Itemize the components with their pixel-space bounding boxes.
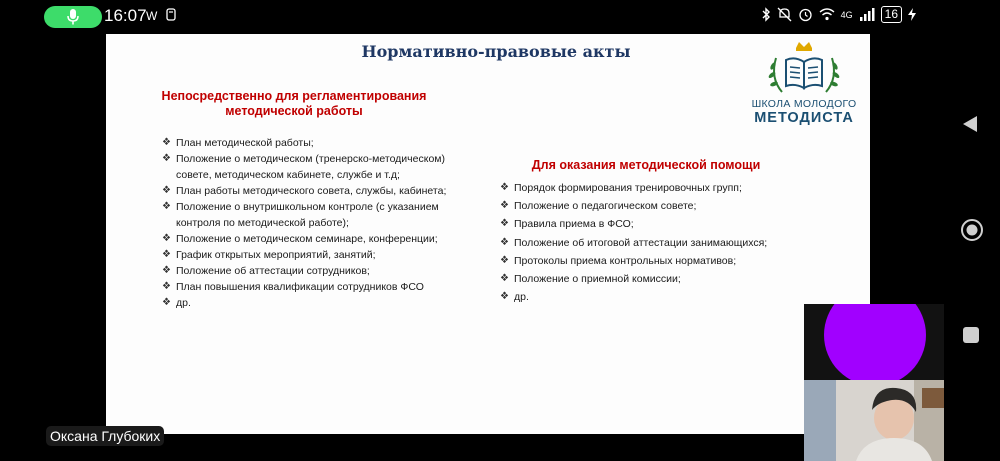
diamond-bullet-icon: ❖	[162, 153, 171, 164]
camera-feed-image	[804, 380, 944, 461]
diamond-bullet-icon: ❖	[162, 297, 171, 308]
diamond-bullet-icon: ❖	[500, 218, 509, 230]
list-item: ❖ План повышения квалификации сотрудников ФСО	[162, 281, 424, 293]
battery-level: 16	[881, 6, 902, 23]
microphone-icon	[67, 9, 79, 25]
list-item: ❖ др.	[500, 288, 830, 306]
charging-icon	[908, 8, 916, 21]
list-item: ❖ План методической работы;	[162, 137, 314, 149]
list-item: ❖ Положение о приемной комиссии;	[500, 270, 830, 288]
mic-active-indicator[interactable]	[44, 6, 102, 28]
diamond-bullet-icon: ❖	[500, 291, 509, 303]
back-nav-icon[interactable]	[962, 115, 978, 133]
diamond-bullet-icon: ❖	[162, 201, 171, 212]
left-column-heading	[144, 89, 444, 119]
list-item: ❖ Положение о методическом семинаре, конференции;	[162, 233, 438, 245]
diamond-bullet-icon: ❖	[162, 233, 171, 244]
home-nav-icon[interactable]	[960, 218, 984, 242]
list-item: ❖ Положение об итоговой аттестации занимающихся;	[500, 234, 830, 252]
right-bullet-list	[500, 179, 830, 306]
participant-camera-tile[interactable]	[804, 380, 944, 461]
list-item: ❖ Протоколы приема контрольных нормативов;	[500, 252, 830, 270]
participant-avatar-circle	[824, 304, 926, 380]
logo-text-line2: МЕТОДИСТА	[754, 110, 854, 126]
left-heading-line1: Непосредственно для регламентирования	[161, 89, 427, 103]
mute-icon	[777, 7, 792, 22]
list-item: ❖ График открытых мероприятий, занятий;	[162, 249, 376, 261]
diamond-bullet-icon: ❖	[500, 200, 509, 212]
status-icons	[761, 6, 916, 23]
status-w-indicator: W	[146, 9, 158, 23]
status-time: 16:07	[104, 6, 147, 25]
alarm-icon	[798, 7, 813, 22]
bluetooth-icon	[761, 7, 771, 22]
wifi-icon	[819, 8, 835, 21]
slide-title: Нормативно-правовые акты	[361, 42, 631, 61]
list-item: ❖ Положение о внутришкольном контроле (с указанием контроля по методической работе);	[162, 201, 439, 229]
list-item: ❖ др.	[162, 297, 191, 309]
list-item: ❖ Порядок формирования тренировочных групп;	[500, 179, 830, 197]
diamond-bullet-icon: ❖	[162, 249, 171, 260]
list-item: ❖ Положение о методическом (тренерско-методическом) совете, методическом кабинете, службе и т.д;	[162, 153, 446, 181]
diamond-bullet-icon: ❖	[162, 137, 171, 148]
diamond-bullet-icon: ❖	[500, 182, 509, 193]
network-type: 4G	[840, 9, 853, 20]
diamond-bullet-icon: ❖	[162, 185, 171, 196]
left-heading-line2: методической работы	[225, 104, 363, 118]
presentation-slide	[106, 34, 870, 434]
diamond-bullet-icon: ❖	[500, 254, 509, 266]
list-item: ❖ Правила приема в ФСО;	[500, 215, 830, 233]
left-bullet-list	[162, 135, 452, 311]
signal-icon	[859, 8, 875, 21]
participant-tile-avatar[interactable]	[804, 304, 944, 380]
logo-text-line1: ШКОЛА МОЛОДОГО	[751, 98, 857, 110]
storage-icon	[166, 8, 176, 21]
diamond-bullet-icon: ❖	[500, 236, 509, 248]
participant-name-label: Оксана Глубоких	[46, 426, 164, 446]
diamond-bullet-icon: ❖	[162, 281, 171, 292]
diamond-bullet-icon: ❖	[500, 273, 509, 285]
list-item: ❖ План работы методического совета, службы, кабинета;	[162, 185, 447, 197]
right-column-heading: Для оказания методической помощи	[531, 158, 761, 172]
list-item: ❖ Положение о педагогическом совете;	[500, 197, 830, 215]
diamond-bullet-icon: ❖	[162, 265, 171, 276]
list-item: ❖ Положение об аттестации сотрудников;	[162, 265, 370, 277]
recents-nav-icon[interactable]	[963, 327, 979, 343]
